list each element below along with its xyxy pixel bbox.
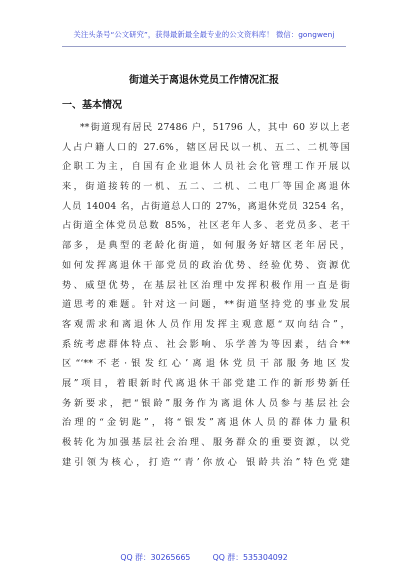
body-line: 道思考的难题。针对这一问题，**街道坚持党的事业发展 (62, 299, 350, 311)
section-heading: 一、基本情况 (62, 100, 122, 111)
header-banner: 关注头条号“公文研究”，获得最新最全最专业的公文资料库！ 微信：gongwenj (73, 30, 335, 39)
body-line: 来，街道接转的一机、五二、二机、二电厂等国企离退休 (62, 181, 350, 193)
header-divider (62, 46, 346, 47)
body-line: 建引领为核心，打造“‘青’你放心 银龄共治”特色党建 (62, 456, 350, 468)
body-line: 势、威望优势，在基层社区治理中发挥积极作用一直是街 (62, 279, 350, 291)
body-line: 占街道全体党员总数 85%，社区老年人多、老党员多、老干 (62, 220, 350, 232)
body-line: 治理的“金钥匙”，将“银发”离退休人员的群体力量积 (62, 417, 350, 429)
document-title: 街道关于离退休党员工作情况汇报 (129, 75, 279, 86)
body-line: 系统考虑群体特点、社会影响、乐学善为等因素，结合** (62, 338, 350, 350)
body-line: 企职工为主，自国有企业退休人员社会化管理工作开展以 (62, 161, 350, 173)
body-line: **街道现有居民 27486 户，51796 人，其中 60 岁以上老 (80, 122, 350, 133)
footer-qq-group-1: QQ 群：30265665 (120, 553, 191, 562)
body-line: 部多，是典型的老龄化街道，如何服务好辖区老年居民， (62, 240, 350, 252)
footer-contact (0, 552, 408, 563)
body-line: 人员 14004 名，占街道总人口的 27%，离退休党员 3254 名， (62, 200, 350, 212)
body-paragraph (62, 118, 350, 472)
body-line: 展”项目，着眼新时代离退休干部党建工作的新形势新任 (62, 377, 350, 389)
body-line: 如何发挥离退休干部党员的政治优势、经验优势、资源优 (62, 259, 350, 271)
body-line: 人占户籍人口的 27.6%，辖区居民以一机、五二、二机等国 (62, 141, 350, 153)
footer-qq-group-2: QQ 群：535304092 (212, 553, 288, 562)
body-line: 客观需求和离退休人员作用发挥主观意愿“双向结合”， (62, 318, 350, 330)
body-line: 极转化为加强基层社会治理、服务群众的重要资源，以党 (62, 437, 350, 448)
body-line: 区“‘**不老·银发红心’离退休党员干部服务地区发 (62, 358, 350, 370)
body-line: 务新要求，把“银龄”服务作为离退休人员参与基层社会 (62, 397, 350, 409)
